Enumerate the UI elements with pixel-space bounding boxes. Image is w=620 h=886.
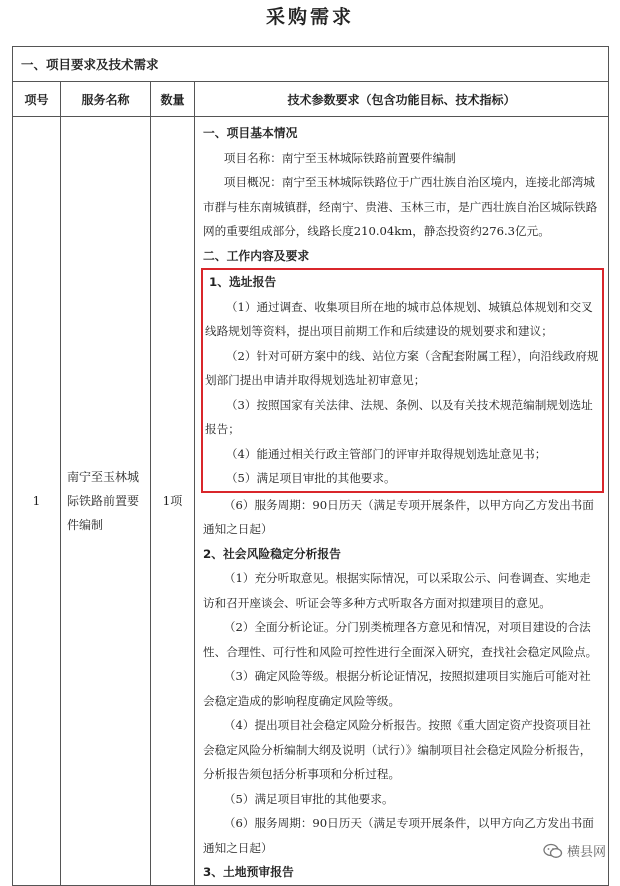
page-title: 采购需求: [265, 6, 354, 28]
r1-item-4: （4）能通过相关行政主管部门的评审并取得规划选址意见书；: [225, 446, 547, 461]
r1-item-1: （1）通过调查、收集项目所在地的城市总体规划、城镇总体规划和交叉线路规划等资料，提出项目前期工作和后续建设的规划要求和建议；: [205, 299, 593, 338]
r2-item-3: （3）确定风险等级。根据分析论证情况，按照拟建项目实施后可能对社会稳定造成的影响程度确定风险等级。: [203, 669, 591, 708]
s2-title: 二、工作内容及要求: [203, 248, 310, 263]
section-header: 一、项目要求及技术需求: [13, 47, 609, 82]
watermark-text: 横县网: [566, 845, 606, 860]
section-header-row: [13, 47, 609, 82]
watermark: [543, 841, 606, 860]
r1-item-6: （6）服务周期：90日历天（满足专项开展条件，以甲方向乙方发出书面通知之日起）: [203, 497, 594, 536]
r3-title: 3、土地预审报告: [203, 865, 294, 879]
s1-overview: 项目概况：南宁至玉林城际铁路位于广西壮族自治区境内，连接北部湾城市群与桂东南城镇群，经南宁、贵港、玉林三市，是广西壮族自治区城际铁路网的重要组成部分，线路长度210.04km，静态投资约276.3亿元。: [203, 175, 598, 238]
r1-item-5: （5）满足项目审批的其他要求。: [225, 471, 396, 485]
s1-name: 项目名称：南宁至玉林城际铁路前置要件编制: [223, 150, 456, 165]
table-row: [13, 117, 609, 886]
r2-item-2: （2）全面分析论证。分门别类梳理各方意见和情况，对项目建设的合法性、合理性、可行性和风险可控性进行全面深入研究，查找社会稳定风险点。: [203, 620, 598, 659]
r2-item-6: （6）服务周期：90日历天（满足专项开展条件，以甲方向乙方发出书面通知之日起）: [203, 816, 594, 855]
col-header-no: 项号: [13, 82, 61, 117]
r2-item-1: （1）充分听取意见。根据实际情况，可以采取公示、问卷调查、实地走访和召开座谈会、听证会等多种方式听取各方面对拟建项目的意见。: [203, 571, 591, 610]
r2-title: 2、社会风险稳定分析报告: [203, 546, 341, 561]
col-header-qty: 数量: [151, 82, 195, 117]
wechat-icon: [543, 843, 563, 859]
r1-item-2: （2）针对可研方案中的线、站位方案（含配套附属工程），向沿线政府规划部门提出申请并取得规划选址初审意见；: [205, 348, 599, 387]
col-header-service: 服务名称: [61, 82, 151, 117]
col-header-tech: 技术参数要求（包含功能目标、技术指标）: [195, 82, 609, 117]
requirements-table: [12, 46, 609, 886]
r2-item-4: （4）提出项目社会稳定风险分析报告。按照《重大固定资产投资项目社会稳定风险分析编制大纲及说明（试行）》编制项目社会稳定风险分析报告，分析报告须包括分析事项和分析过程。: [203, 718, 592, 781]
cell-qty: 1项: [151, 117, 195, 886]
cell-service: 南宁至玉林城际铁路前置要件编制: [61, 117, 151, 886]
s1-title: 一、项目基本情况: [203, 126, 298, 140]
r1-item-3: （3）按照国家有关法律、法规、条例、以及有关技术规范编制规划选址报告；: [205, 397, 593, 436]
r1-title: 1、选址报告: [209, 275, 277, 289]
r2-item-5: （5）满足项目审批的其他要求。: [223, 791, 394, 806]
column-header-row: [13, 82, 609, 117]
cell-no: 1: [13, 117, 61, 886]
highlight-box: [201, 268, 604, 493]
cell-tech: [195, 117, 609, 886]
